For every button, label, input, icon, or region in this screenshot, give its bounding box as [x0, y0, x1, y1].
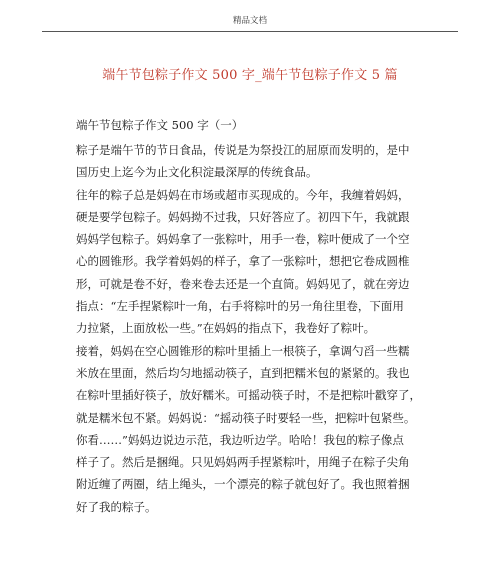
- section-heading: 端午节包粽子作文 500 字（一）: [76, 118, 244, 132]
- body-line: 就是糯米包不紧。妈妈说：“摇动筷子时要轻一些，把粽叶包紧些。: [76, 410, 416, 425]
- document-body: [76, 115, 426, 518]
- body-line: 米放在里面，然后均匀地摇动筷子，直到把糯米包的紧紧的。我也: [76, 365, 410, 380]
- body-line: 好了我的粽子。: [76, 499, 157, 514]
- body-line: 国历史上迄今为止文化积淀最深厚的传统食品。: [76, 165, 318, 180]
- body-line: 往年的粽子总是妈妈在市场或超市买现成的。今年，我缠着妈妈，: [76, 187, 410, 202]
- header-divider: [42, 31, 458, 32]
- body-line: 附近缠了两圈，结上绳头，一个漂亮的粽子就包好了。我也照着捆: [76, 477, 410, 492]
- header-label: 精品文档: [232, 16, 267, 26]
- body-line: 心的圆锥形。我学着妈妈的样子，拿了一张粽叶，想把它卷成圆椎: [76, 254, 410, 269]
- body-line: 妈妈学包粽子。妈妈拿了一张粽叶，用手一卷，粽叶便成了一个空: [76, 232, 410, 247]
- body-line: 力拉紧，上面放松一些。”在妈妈的指点下，我卷好了粽叶。: [76, 321, 376, 336]
- body-line: 接着，妈妈在空心圆锥形的粽叶里插上一根筷子，拿调勺舀一些糯: [76, 343, 410, 358]
- body-line: 粽子是端午节的节日食品，传说是为祭投江的屈原而发明的，是中: [76, 143, 410, 157]
- body-line: 形，可就是卷不好，卷来卷去还是一个直筒。妈妈见了，就在旁边: [76, 276, 410, 291]
- body-line: 指点：“左手捏紧粽叶一角，右手将粽叶的另一角往里卷，下面用: [76, 299, 404, 314]
- body-line: 你看……”妈妈边说边示范，我边听边学。哈哈！我包的粽子像点: [76, 432, 404, 447]
- body-line: 硬是要学包粽子。妈妈拗不过我，只好答应了。初四下午，我就跟: [76, 209, 410, 224]
- document-title: 端午节包粽子作文 500 字_端午节包粽子作文 5 篇: [102, 68, 398, 83]
- body-line: 在粽叶里插好筷子，放好糯米。可摇动筷子时，不是把粽叶戳穿了，: [76, 388, 421, 403]
- page-header: [0, 0, 500, 40]
- body-line: 样子了。然后是捆绳。只见妈妈两手捏紧粽叶，用绳子在粽子尖角: [76, 455, 410, 470]
